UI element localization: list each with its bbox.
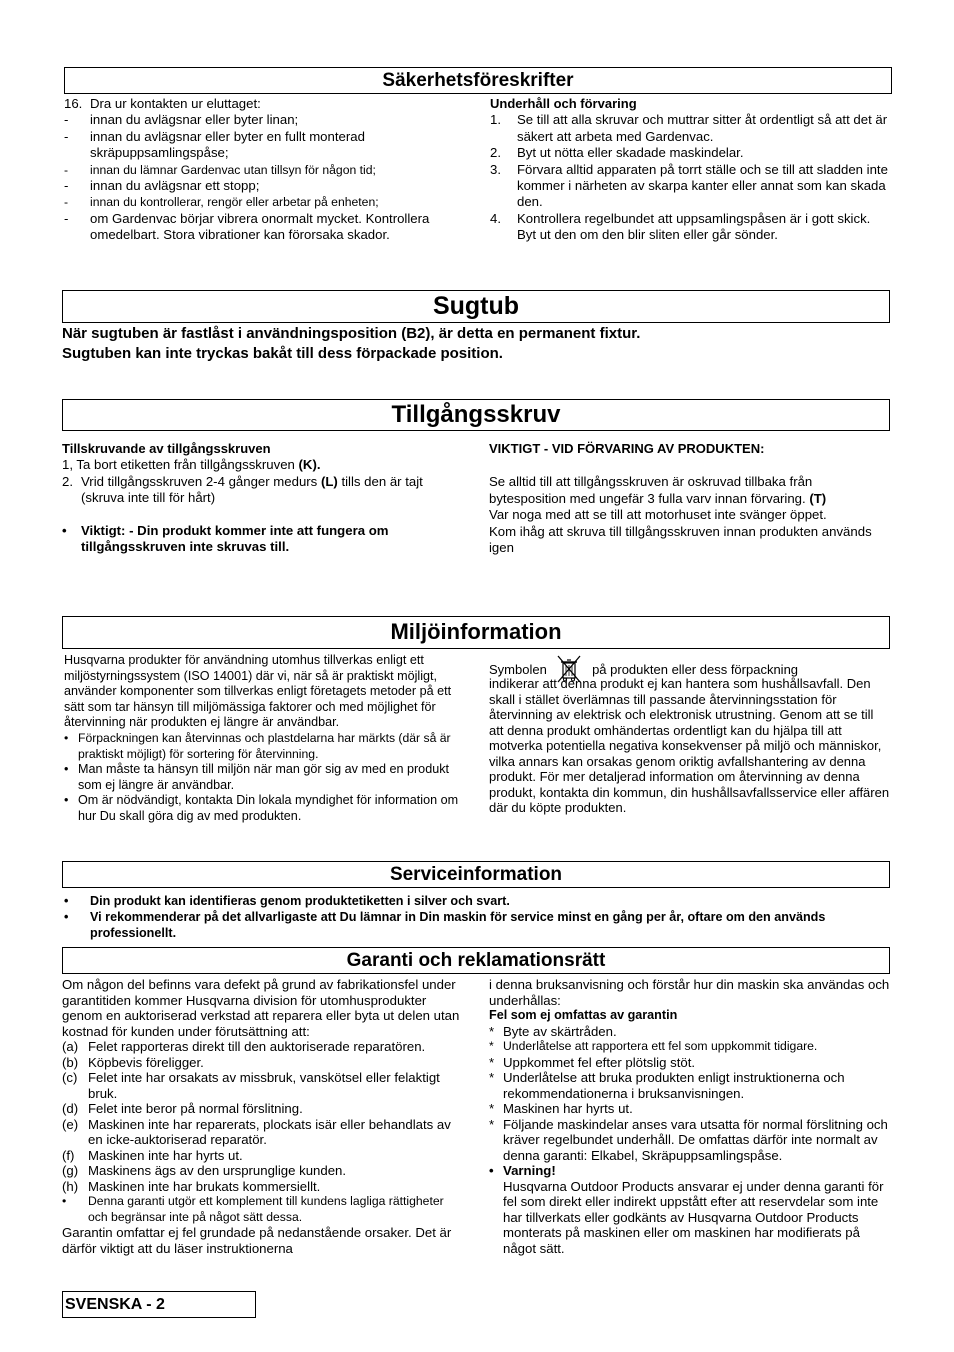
garanti-right-column — [489, 977, 891, 1256]
step-2-ref: (L) — [320, 473, 338, 489]
garanti-intro: Om någon del befinns vara defekt på grund av fabrikationsfel under garantitiden kommer Husqvarna division för utomhusprodukter genom en auktoriserad verkstad att reparera eller byta ut delen utan kostnad för kunden under förutsättning att: — [62, 977, 460, 1039]
warning-label-line: • Varning! — [489, 1163, 891, 1179]
list-text: Dra ur kontakten ur eluttaget: — [90, 96, 261, 111]
warning-text: Husqvarna Outdoor Products ansvarar ej under denna garanti för fel som direkt eller indirekt uppstått efter att reservdelar som inte har tillverkats eller godkänts av Husqvarna Outdoor Products monterats på maskinen eller om maskinen har modifierats på något sätt. — [503, 1178, 884, 1256]
sugtub-section-title: Sugtub — [62, 290, 890, 323]
list-text: Felet inte har orsakats av missbruk, vanskötsel eller felaktigt bruk. — [88, 1070, 440, 1101]
garanti-note: • Denna garanti utgör ett komplement till kundens lagliga rättigheter och begränsar inte på något sätt dessa. — [62, 1194, 464, 1225]
list-item: • Din produkt kan identifieras genom produktetiketten i silver och svart. — [64, 893, 894, 909]
list-item: * Maskinen har hyrts ut. — [489, 1101, 891, 1117]
list-text: Maskinen inte har reparerats, plockats isär eller behandlats av en icke-auktoriserad reparatör. — [88, 1116, 451, 1147]
list-text: innan du lämnar Gardenvac utan tillsyn för någon tid; — [90, 162, 376, 177]
list-text: Underlåtelse att rapportera ett fel som uppkommit tidigare. — [503, 1039, 818, 1053]
list-item: (e) Maskinen inte har reparerats, plockats isär eller behandlats av en icke-auktoriserad reparatör. — [62, 1117, 464, 1148]
miljo-intro: Husqvarna produkter för användning utomhus tillverkas enligt ett miljöstyrningssystem (ISO 14001) där vi, när så är praktiskt möjligt, använder komponenter som tillverkas enligt företagets metoder på ett sätt som tar hänsyn till miljömässiga faktorer och med möjlighet för återvinning när produkten ej längre är användbar. — [64, 653, 452, 730]
miljo-section-title: Miljöinformation — [62, 616, 890, 649]
safety-right-column — [490, 96, 890, 244]
garanti-outro: Garantin omfattar ej fel grundade på nedanstående orsaker. Det är därför viktigt att du läser instruktionerna — [62, 1225, 452, 1256]
list-item: (d) Felet inte beror på normal förslitning. — [62, 1101, 464, 1117]
list-text: Byt ut nötta eller skadade maskindelar. — [517, 145, 744, 161]
list-text: Vi rekommenderar på det allvarligaste att Du lämnar in Din maskin för service minst en gång per år, oftare om den används professionellt. — [90, 910, 826, 940]
tillgang-section-title: Tillgångsskruv — [62, 399, 890, 431]
list-text: Förpackningen kan återvinnas och plastdelarna har märkts (där så är praktiskt möjligt) för sortering för återvinning. — [78, 730, 451, 761]
miljo-left-column — [64, 653, 464, 825]
list-item: (h) Maskinen inte har brukats kommersiellt. — [62, 1179, 464, 1195]
list-text: Maskinen inte har brukats kommersiellt. — [88, 1178, 321, 1194]
bullet: • — [62, 522, 67, 538]
safety-intro — [64, 96, 464, 112]
garanti-section-title: Garanti och reklamationsrätt — [62, 947, 890, 974]
tillgang-right-heading: VIKTIGT - VID FÖRVARING AV PRODUKTEN: — [489, 441, 765, 456]
sugtub-line-2: Sugtuben kan inte tryckas bakåt till dess förpackade position. — [62, 345, 503, 362]
list-item: * Uppkommet fel efter plötslig stöt. — [489, 1055, 891, 1071]
list-item: * Byte av skärtråden. — [489, 1024, 891, 1040]
list-text: Följande maskindelar anses vara utsatta för normal förslitning och kräver regelbundet underhåll. De omfattas därför inte normalt av denna garanti: Elkabel, Skräpuppsamlingspåse. — [503, 1116, 888, 1163]
garanti-left-column — [62, 977, 464, 1256]
list-text: Köpbevis föreligger. — [88, 1054, 204, 1070]
tillgang-note — [62, 523, 462, 556]
list-item: * Underlåtelse att bruka produkten enligt instruktionerna och rekommendationerna i bruksanvisningen. — [489, 1070, 891, 1101]
list-item: • Förpackningen kan återvinnas och plastdelarna har märkts (där så är praktiskt möjligt) för sortering för återvinning. — [64, 731, 464, 762]
list-text: innan du kontrollerar, rengör eller arbetar på enheten; — [90, 195, 379, 210]
list-item: (f) Maskinen inte har hyrts ut. — [62, 1148, 464, 1164]
tillgang-note-text: Viktigt: - Din produkt kommer inte att fungera om tillgångsskruven inte skruvas till. — [81, 522, 389, 555]
list-text: Maskinen inte har hyrts ut. — [88, 1147, 243, 1163]
safety-section-title: Säkerhetsföreskrifter — [64, 67, 892, 94]
list-item: 2. Byt ut nötta eller skadade maskindelar. — [490, 145, 890, 161]
tillgang-right-column — [489, 441, 891, 556]
list-item: (g) Maskinens ägs av den ursprunglige kunden. — [62, 1163, 464, 1179]
list-item: - innan du avlägsnar eller byter linan; — [64, 112, 464, 128]
list-item: • Vi rekommenderar på det allvarligaste att Du lämnar in Din maskin för service minst en gång per år, oftare om den används professionellt. — [64, 909, 894, 941]
list-text: Felet inte beror på normal förslitning. — [88, 1101, 303, 1116]
list-item: (b) Köpbevis föreligger. — [62, 1055, 464, 1071]
miljo-right-text: indikerar att denna produkt ej kan hantera som hushållsavfall. Den skall i stället överlämnas till passande återvinningsstation för återvinning av elektrisk och elektronisk utrustning. Genom att se till att denna produkt omhändertas ordentligt kan du hjälpa till att motverka potentiella negativa konsekvenser på miljö och människor, vilka annars kan orsakas genom oriktig avfallshantering av denna produkt. För mer detaljerad information om återvinning av denna produkt, kontakta din kommun, din hushållsavfallsservice eller affären där du köpte produkten. — [489, 676, 890, 815]
symbol-line — [489, 654, 891, 676]
tillgang-paragraph-2: Var noga med att se till att motorhuset inte svänger öppet. — [489, 507, 827, 523]
list-text: Uppkommet fel efter plötslig stöt. — [503, 1054, 696, 1070]
tillgang-left-column — [62, 441, 462, 555]
list-item: • Man måste ta hänsyn till miljön när man gör sig av med en produkt som ej längre är användbar. — [64, 762, 464, 793]
maintenance-heading: Underhåll och förvaring — [490, 96, 637, 111]
page-footer-label: SVENSKA - 2 — [62, 1291, 256, 1318]
list-number: 2. — [62, 473, 73, 489]
garanti-exclusions-heading: Fel som ej omfattas av garantin — [489, 1008, 678, 1022]
list-text: Byte av skärtråden. — [503, 1023, 617, 1039]
list-text: Underlåtelse att bruka produkten enligt instruktionerna och rekommendationerna i bruksanvisningen. — [503, 1070, 845, 1101]
step-2 — [62, 474, 462, 507]
list-item: (a) Felet rapporteras direkt till den auktoriserade reparatören. — [62, 1039, 464, 1055]
list-item: 4. Kontrollera regelbundet att uppsamlingspåsen är i gott skick. Byt ut den om den blir sliten eller går sönder. — [490, 211, 890, 244]
service-section-title: Serviceinformation — [62, 861, 890, 888]
step-2-text: Vrid tillgångsskruven 2-4 gånger medurs — [81, 473, 321, 489]
list-item: 3. Förvara alltid apparaten på torrt ställe och se till att sladden inte kommer i närheten av skarpa kanter eller annat som kan skada den. — [490, 162, 890, 211]
service-list — [64, 893, 894, 941]
list-text: Se till att alla skruvar och muttrar sitter åt ordentligt så att det är säkert att arbeta med Gardenvac. — [517, 112, 888, 144]
step-1 — [62, 457, 462, 473]
crossed-out-wheelie-bin-icon — [554, 654, 584, 684]
list-item: - innan du lämnar Gardenvac utan tillsyn för någon tid; — [64, 162, 464, 178]
list-text: innan du avlägsnar ett stopp; — [90, 178, 260, 194]
list-item: * Följande maskindelar anses vara utsatta för normal förslitning och kräver regelbundet underhåll. De omfattas därför inte normalt av denna garanti: Elkabel, Skräpuppsamlingspåse. — [489, 1117, 891, 1164]
warning-label: Varning! — [503, 1163, 556, 1178]
list-text: Man måste ta hänsyn till miljön när man gör sig av med en produkt som ej längre är användbar. — [78, 762, 449, 792]
list-text: Denna garanti utgör ett komplement till kundens lagliga rättigheter och begränsar inte på något sätt dessa. — [88, 1194, 444, 1224]
step-2-text-end: tills den är tajt (skruva inte till för hårt) — [81, 473, 423, 506]
list-text: Kontrollera regelbundet att uppsamlingspåsen är i gott skick. Byt ut den om den blir sliten eller går sönder. — [517, 210, 871, 243]
list-text: Din produkt kan identifieras genom produktetiketten i silver och svart. — [90, 894, 510, 908]
garanti-continued: i denna bruksanvisning och förstår hur din maskin ska användas och underhållas: — [489, 977, 890, 1008]
tillgang-paragraph-1: Se alltid till att tillgångsskruven är oskruvad tillbaka från bytesposition med ungefär 3 fulla varv innan förvaring. (T) — [489, 474, 827, 506]
list-text: Om är nödvändigt, kontakta Din lokala myndighet för information om hur Du skall göra dig av med produkten. — [78, 793, 459, 823]
tillgang-paragraph-3: Kom ihåg att skruva till tillgångsskruven innan produkten används igen — [489, 523, 872, 556]
list-item: - innan du avlägsnar eller byter en fullt monterad skräpuppsamlingspåse; — [64, 129, 464, 162]
list-item: • Om är nödvändigt, kontakta Din lokala myndighet för information om hur Du skall göra dig av med produkten. — [64, 793, 464, 824]
symbol-text: på produkten eller dess förpackning — [592, 662, 799, 677]
list-item: - innan du kontrollerar, rengör eller arbetar på enheten; — [64, 194, 464, 210]
sugtub-line-1: När sugtuben är fastlåst i användningsposition (B2), är detta en permanent fixtur. — [62, 325, 641, 342]
miljo-right-column — [489, 654, 891, 816]
list-item: 1. Se till att alla skruvar och muttrar sitter åt ordentligt så att det är säkert att arbeta med Gardenvac. — [490, 112, 890, 145]
list-text: Maskinen har hyrts ut. — [503, 1101, 633, 1116]
step-1-text: 1, Ta bort etiketten från tillgångsskruven — [62, 457, 299, 473]
list-item: (c) Felet inte har orsakats av missbruk, vanskötsel eller felaktigt bruk. — [62, 1070, 464, 1101]
list-text: Förvara alltid apparaten på torrt ställe och se till att sladden inte kommer i närheten av skarpa kanter eller annat som kan skada den. — [517, 161, 888, 210]
list-text: Maskinens ägs av den ursprunglige kunden. — [88, 1163, 347, 1178]
step-1-ref: (K). — [298, 457, 321, 473]
symbol-label: Symbolen — [489, 662, 547, 677]
tillgang-left-heading: Tillskruvande av tillgångsskruven — [62, 441, 271, 456]
list-text: om Gardenvac börjar vibrera onormalt mycket. Kontrollera omedelbart. Stora vibrationer kan förorsaka skador. — [90, 210, 430, 243]
list-item: - om Gardenvac börjar vibrera onormalt mycket. Kontrollera omedelbart. Stora vibrationer kan förorsaka skador. — [64, 211, 464, 244]
list-text: innan du avlägsnar eller byter linan; — [90, 112, 299, 128]
list-item: - innan du avlägsnar ett stopp; — [64, 178, 464, 194]
list-text: Felet rapporteras direkt till den auktoriserade reparatören. — [88, 1039, 426, 1054]
list-text: innan du avlägsnar eller byter en fullt monterad skräpuppsamlingspåse; — [90, 128, 365, 161]
list-item: * Underlåtelse att rapportera ett fel som uppkommit tidigare. — [489, 1039, 891, 1055]
safety-left-column — [64, 96, 464, 244]
list-number: 16. — [64, 96, 83, 111]
